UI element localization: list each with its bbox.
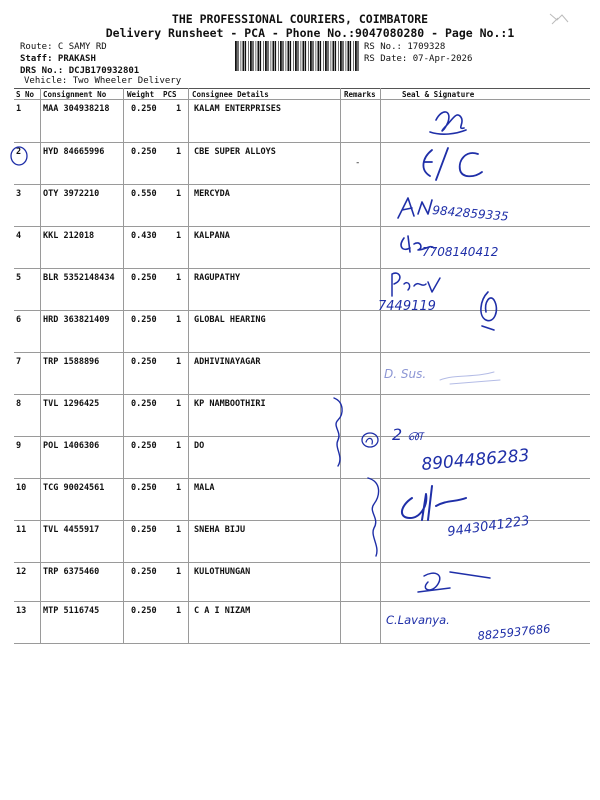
handwritten-phone: 7449119 bbox=[378, 299, 436, 314]
handwritten-initials: 2 ன bbox=[392, 425, 423, 444]
consignment-number: OTY 3972210 bbox=[43, 189, 100, 199]
consignee-name: KP NAMBOOTHIRI bbox=[194, 399, 266, 409]
vehicle-label: Vehicle: Two Wheeler Delivery bbox=[24, 76, 182, 86]
weight-value: 0.250 bbox=[131, 483, 157, 493]
table-row bbox=[0, 602, 600, 644]
column-header-sno: S No bbox=[16, 90, 35, 99]
consignment-number: TCG 90024561 bbox=[43, 483, 105, 493]
consignee-name: SNEHA BIJU bbox=[194, 525, 246, 535]
consignment-number: TRP 1588896 bbox=[43, 357, 100, 367]
handwritten-phone: 8825937686 bbox=[476, 621, 552, 643]
serial-number: 1 bbox=[16, 104, 22, 114]
column-header-pcs: PCS bbox=[163, 90, 177, 99]
company-title: THE PROFESSIONAL COURIERS, COIMBATORE bbox=[171, 12, 429, 26]
weight-value: 0.430 bbox=[131, 231, 157, 241]
pcs-value: 1 bbox=[176, 567, 182, 577]
drs-number: DRS No.: DCJB170932801 bbox=[20, 66, 140, 76]
weight-value: 0.250 bbox=[131, 441, 157, 451]
consignment-number: HRD 363821409 bbox=[43, 315, 110, 325]
corner-mark-icon bbox=[548, 10, 570, 28]
consignment-number: MTP 5116745 bbox=[43, 606, 100, 616]
consignment-number: TVL 1296425 bbox=[43, 399, 100, 409]
table-top-rule bbox=[14, 88, 590, 89]
barcode-image bbox=[234, 41, 360, 71]
consignee-name: CBE SUPER ALLOYS bbox=[194, 147, 276, 157]
consignee-name: MERCYDA bbox=[194, 189, 230, 199]
serial-number: 13 bbox=[16, 606, 27, 616]
consignee-name: GLOBAL HEARING bbox=[194, 315, 266, 325]
column-header-signature: Seal & Signature bbox=[402, 90, 475, 99]
consignment-number: POL 1406306 bbox=[43, 441, 100, 451]
consignee-name: RAGUPATHY bbox=[194, 273, 241, 283]
serial-number: 12 bbox=[16, 567, 27, 577]
serial-number: 11 bbox=[16, 525, 27, 535]
rs-number: RS No.: 1709328 bbox=[364, 42, 446, 52]
table-row bbox=[0, 479, 600, 521]
column-header-weight: Weight bbox=[127, 90, 155, 99]
consignee-name: KALPANA bbox=[194, 231, 230, 241]
table-row bbox=[0, 311, 600, 353]
pcs-value: 1 bbox=[176, 315, 182, 325]
table-row bbox=[0, 437, 600, 479]
table-bottom-rule bbox=[14, 643, 590, 644]
pcs-value: 1 bbox=[176, 231, 182, 241]
handwritten-name: C.Lavanya. bbox=[386, 613, 450, 627]
handwritten-phone: 8904486283 bbox=[420, 445, 531, 475]
consignee-name: ADHIVINAYAGAR bbox=[194, 357, 261, 367]
handwritten-phone: 9443041223 bbox=[446, 513, 531, 540]
consignment-number: TVL 4455917 bbox=[43, 525, 100, 535]
serial-number: 2 bbox=[16, 147, 22, 157]
column-header-consignee: Consignee Details bbox=[192, 90, 269, 99]
serial-number: 4 bbox=[16, 231, 22, 241]
consignment-number: KKL 212018 bbox=[43, 231, 95, 241]
sheet-title: Delivery Runsheet - PCA - Phone No.:9047080280 - Page No.:1 bbox=[105, 26, 515, 40]
weight-value: 0.250 bbox=[131, 315, 157, 325]
table-row bbox=[0, 353, 600, 395]
consignment-number: TRP 6375460 bbox=[43, 567, 100, 577]
table-row bbox=[0, 100, 600, 142]
consignment-number: HYD 84665996 bbox=[43, 147, 105, 157]
consignee-name: C A I NIZAM bbox=[194, 606, 251, 616]
serial-number: 7 bbox=[16, 357, 22, 367]
pcs-value: 1 bbox=[176, 399, 182, 409]
pcs-value: 1 bbox=[176, 273, 182, 283]
consignee-name: KULOTHUNGAN bbox=[194, 567, 251, 577]
serial-number: 10 bbox=[16, 483, 27, 493]
weight-value: 0.250 bbox=[131, 273, 157, 283]
serial-number: 5 bbox=[16, 273, 22, 283]
consignment-number: MAA 304938218 bbox=[43, 104, 110, 114]
weight-value: 0.250 bbox=[131, 525, 157, 535]
pcs-value: 1 bbox=[176, 189, 182, 199]
serial-number: 6 bbox=[16, 315, 22, 325]
table-row bbox=[0, 227, 600, 269]
weight-value: 0.250 bbox=[131, 606, 157, 616]
table-row bbox=[0, 395, 600, 437]
table-row bbox=[0, 521, 600, 563]
consignee-name: MALA bbox=[194, 483, 215, 493]
staff-label: Staff: PRAKASH bbox=[20, 54, 96, 64]
serial-number: 3 bbox=[16, 189, 22, 199]
consignee-name: DO bbox=[194, 441, 205, 451]
consignee-name: KALAM ENTERPRISES bbox=[194, 104, 281, 114]
table-row bbox=[0, 185, 600, 227]
weight-value: 0.550 bbox=[131, 189, 157, 199]
pcs-value: 1 bbox=[176, 104, 182, 114]
remark-mark: - bbox=[355, 158, 361, 168]
consignment-number: BLR 5352148434 bbox=[43, 273, 115, 283]
weight-value: 0.250 bbox=[131, 357, 157, 367]
table-row bbox=[0, 143, 600, 185]
pcs-value: 1 bbox=[176, 441, 182, 451]
table-row bbox=[0, 563, 600, 605]
pcs-value: 1 bbox=[176, 147, 182, 157]
weight-value: 0.250 bbox=[131, 147, 157, 157]
weight-value: 0.250 bbox=[131, 399, 157, 409]
handwritten-phone: 9842859335 bbox=[431, 203, 510, 224]
serial-number: 9 bbox=[16, 441, 22, 451]
serial-number: 8 bbox=[16, 399, 22, 409]
weight-value: 0.250 bbox=[131, 104, 157, 114]
pcs-value: 1 bbox=[176, 483, 182, 493]
handwritten-initials: D. Sus. bbox=[384, 367, 427, 381]
table-row bbox=[0, 269, 600, 311]
rs-date: RS Date: 07-Apr-2026 bbox=[364, 54, 473, 64]
column-header-consignment: Consignment No bbox=[43, 90, 107, 99]
pcs-value: 1 bbox=[176, 606, 182, 616]
pcs-value: 1 bbox=[176, 357, 182, 367]
column-header-remarks: Remarks bbox=[344, 90, 376, 99]
route-label: Route: C SAMY RD bbox=[20, 42, 107, 52]
weight-value: 0.250 bbox=[131, 567, 157, 577]
handwritten-phone: 7708140412 bbox=[422, 245, 499, 259]
pcs-value: 1 bbox=[176, 525, 182, 535]
